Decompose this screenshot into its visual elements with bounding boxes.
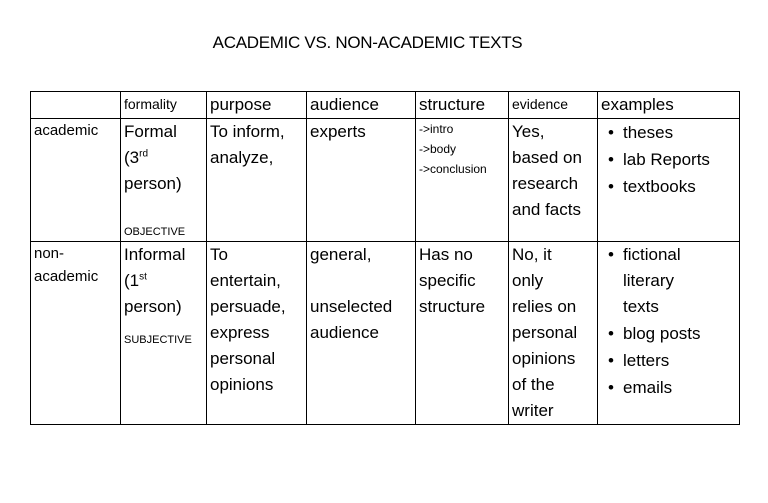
academic-evidence: Yes, based on research and facts bbox=[509, 119, 598, 242]
academic-examples bbox=[598, 119, 740, 242]
formality-note: OBJECTIVE bbox=[124, 226, 186, 238]
header-evidence: evidence bbox=[509, 92, 598, 119]
row-label-academic: academic bbox=[31, 119, 121, 242]
header-examples: examples bbox=[598, 92, 740, 119]
header-audience: audience bbox=[307, 92, 416, 119]
table-row-academic bbox=[31, 119, 740, 242]
structure-step: ->conclusion bbox=[419, 162, 487, 176]
formality-note: SUBJECTIVE bbox=[124, 334, 192, 346]
academic-formality: Formal (3rd person) OBJECTIVE bbox=[121, 119, 207, 242]
page-title: ACADEMIC VS. NON-ACADEMIC TEXTS bbox=[212, 33, 523, 52]
academic-purpose: To inform, analyze, bbox=[207, 119, 307, 242]
non-academic-structure: Has no specific structure bbox=[416, 242, 509, 425]
list-item: • letters bbox=[623, 347, 736, 374]
academic-audience: experts bbox=[307, 119, 416, 242]
list-item: • emails bbox=[623, 374, 736, 401]
example-list bbox=[601, 242, 736, 401]
list-item: • theses bbox=[623, 119, 736, 146]
table-row-non-academic bbox=[31, 242, 740, 425]
list-item: • blog posts bbox=[623, 320, 736, 347]
structure-step: ->intro bbox=[419, 122, 454, 136]
list-item: • textbooks bbox=[623, 173, 736, 200]
header-formality: formality bbox=[121, 92, 207, 119]
list-item: • fictional literary texts bbox=[623, 242, 736, 320]
header-row bbox=[31, 92, 740, 119]
list-item: • lab Reports bbox=[623, 146, 736, 173]
header-blank bbox=[31, 92, 121, 119]
structure-step: ->body bbox=[419, 142, 457, 156]
non-academic-evidence: No, it only relies on personal opinions of the writer bbox=[509, 242, 598, 425]
row-label-non-academic: non- academic bbox=[31, 242, 121, 425]
non-academic-audience: general, unselected audience bbox=[307, 242, 416, 425]
academic-structure bbox=[416, 119, 509, 242]
header-structure: structure bbox=[416, 92, 509, 119]
comparison-table bbox=[30, 91, 740, 425]
header-purpose: purpose bbox=[207, 92, 307, 119]
non-academic-purpose: To entertain, persuade, express personal opinions bbox=[207, 242, 307, 425]
non-academic-formality: Informal (1st person) SUBJECTIVE bbox=[121, 242, 207, 425]
example-list bbox=[601, 119, 736, 200]
non-academic-examples bbox=[598, 242, 740, 425]
